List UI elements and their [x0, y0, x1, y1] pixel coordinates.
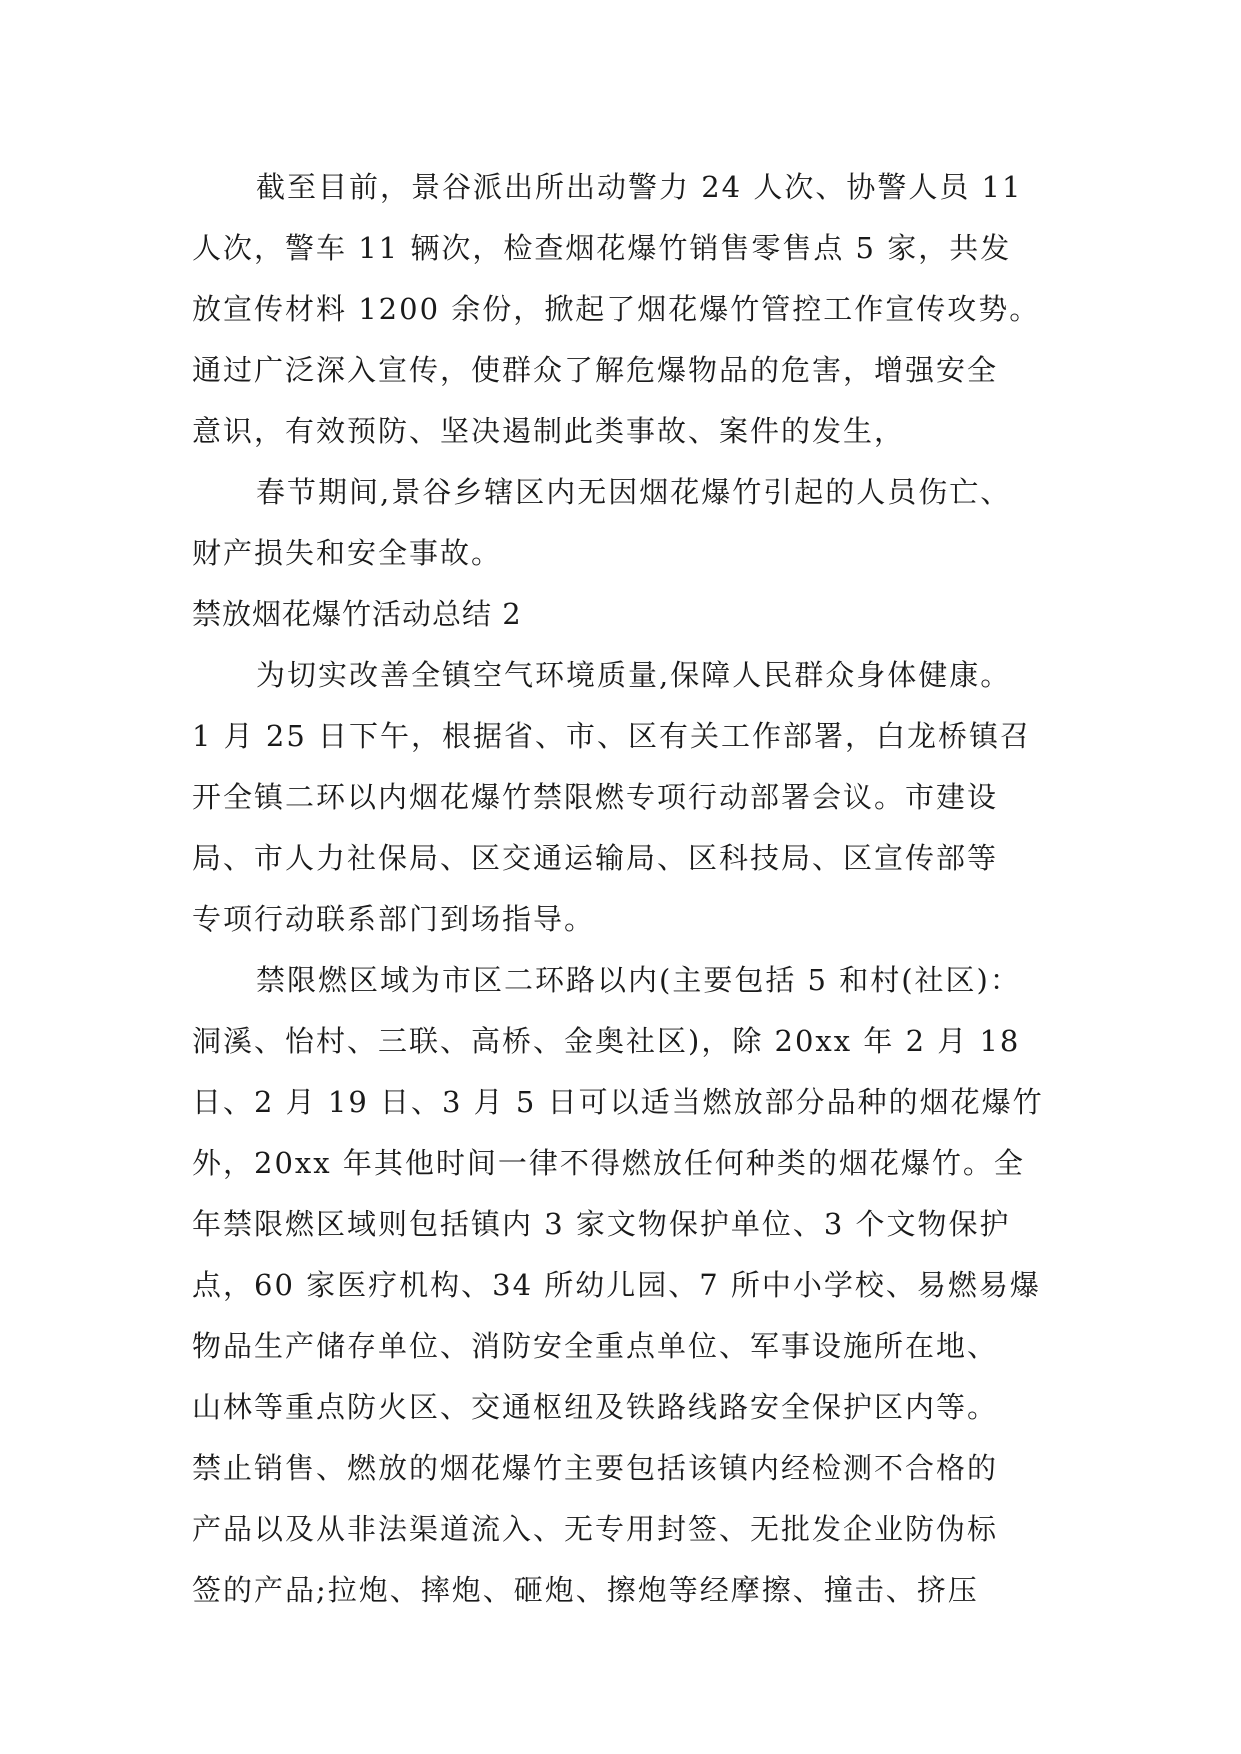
section-heading: 禁放烟花爆竹活动总结 2	[192, 597, 522, 631]
paragraph-line: 年禁限燃区域则包括镇内 3 家文物保护单位、3 个文物保护	[192, 1207, 1011, 1241]
paragraph-line: 通过广泛深入宣传，使群众了解危爆物品的危害，增强安全	[192, 353, 999, 387]
paragraph-line: 放宣传材料 1200 余份，掀起了烟花爆竹管控工作宣传攻势。	[192, 292, 1041, 326]
paragraph-line: 禁止销售、燃放的烟花爆竹主要包括该镇内经检测不合格的	[192, 1451, 999, 1485]
paragraph-line: 局、市人力社保局、区交通运输局、区科技局、区宣传部等	[192, 841, 999, 875]
paragraph-line: 禁限燃区域为市区二环路以内(主要包括 5 和村(社区)：	[256, 963, 1021, 997]
paragraph-line: 外，20xx 年其他时间一律不得燃放任何种类的烟花爆竹。全	[192, 1146, 1025, 1180]
paragraph-line: 截至目前，景谷派出所出动警力 24 人次、协警人员 11	[256, 170, 1023, 204]
paragraph-line: 物品生产储存单位、消防安全重点单位、军事设施所在地、	[192, 1329, 999, 1363]
paragraph-line: 专项行动联系部门到场指导。	[192, 902, 596, 936]
paragraph-line: 点，60 家医疗机构、34 所幼儿园、7 所中小学校、易燃易爆	[192, 1268, 1041, 1302]
paragraph-line: 开全镇二环以内烟花爆竹禁限燃专项行动部署会议。市建设	[192, 780, 999, 814]
paragraph-line: 日、2 月 19 日、3 月 5 日可以适当燃放部分品种的烟花爆竹	[192, 1085, 1044, 1119]
paragraph-line: 山林等重点防火区、交通枢纽及铁路线路安全保护区内等。	[192, 1390, 999, 1424]
paragraph-line: 人次，警车 11 辆次，检查烟花爆竹销售零售点 5 家，共发	[192, 231, 1012, 265]
paragraph-line: 为切实改善全镇空气环境质量,保障人民群众身体健康。	[256, 658, 1012, 692]
document-body	[192, 157, 1062, 1621]
paragraph-line: 洞溪、怡村、三联、高桥、金奥社区)，除 20xx 年 2 月 18	[192, 1024, 1021, 1058]
paragraph-line: 签的产品;拉炮、摔炮、砸炮、擦炮等经摩擦、撞击、挤压	[192, 1573, 979, 1607]
paragraph-line: 1 月 25 日下午，根据省、市、区有关工作部署，白龙桥镇召	[192, 719, 1032, 753]
paragraph-line: 财产损失和安全事故。	[192, 536, 503, 570]
paragraph-line: 意识，有效预防、坚决遏制此类事故、案件的发生，	[192, 414, 906, 448]
paragraph-line: 产品以及从非法渠道流入、无专用封签、无批发企业防伪标	[192, 1512, 999, 1546]
paragraph-line: 春节期间,景谷乡辖区内无因烟花爆竹引起的人员伤亡、	[256, 475, 1012, 509]
